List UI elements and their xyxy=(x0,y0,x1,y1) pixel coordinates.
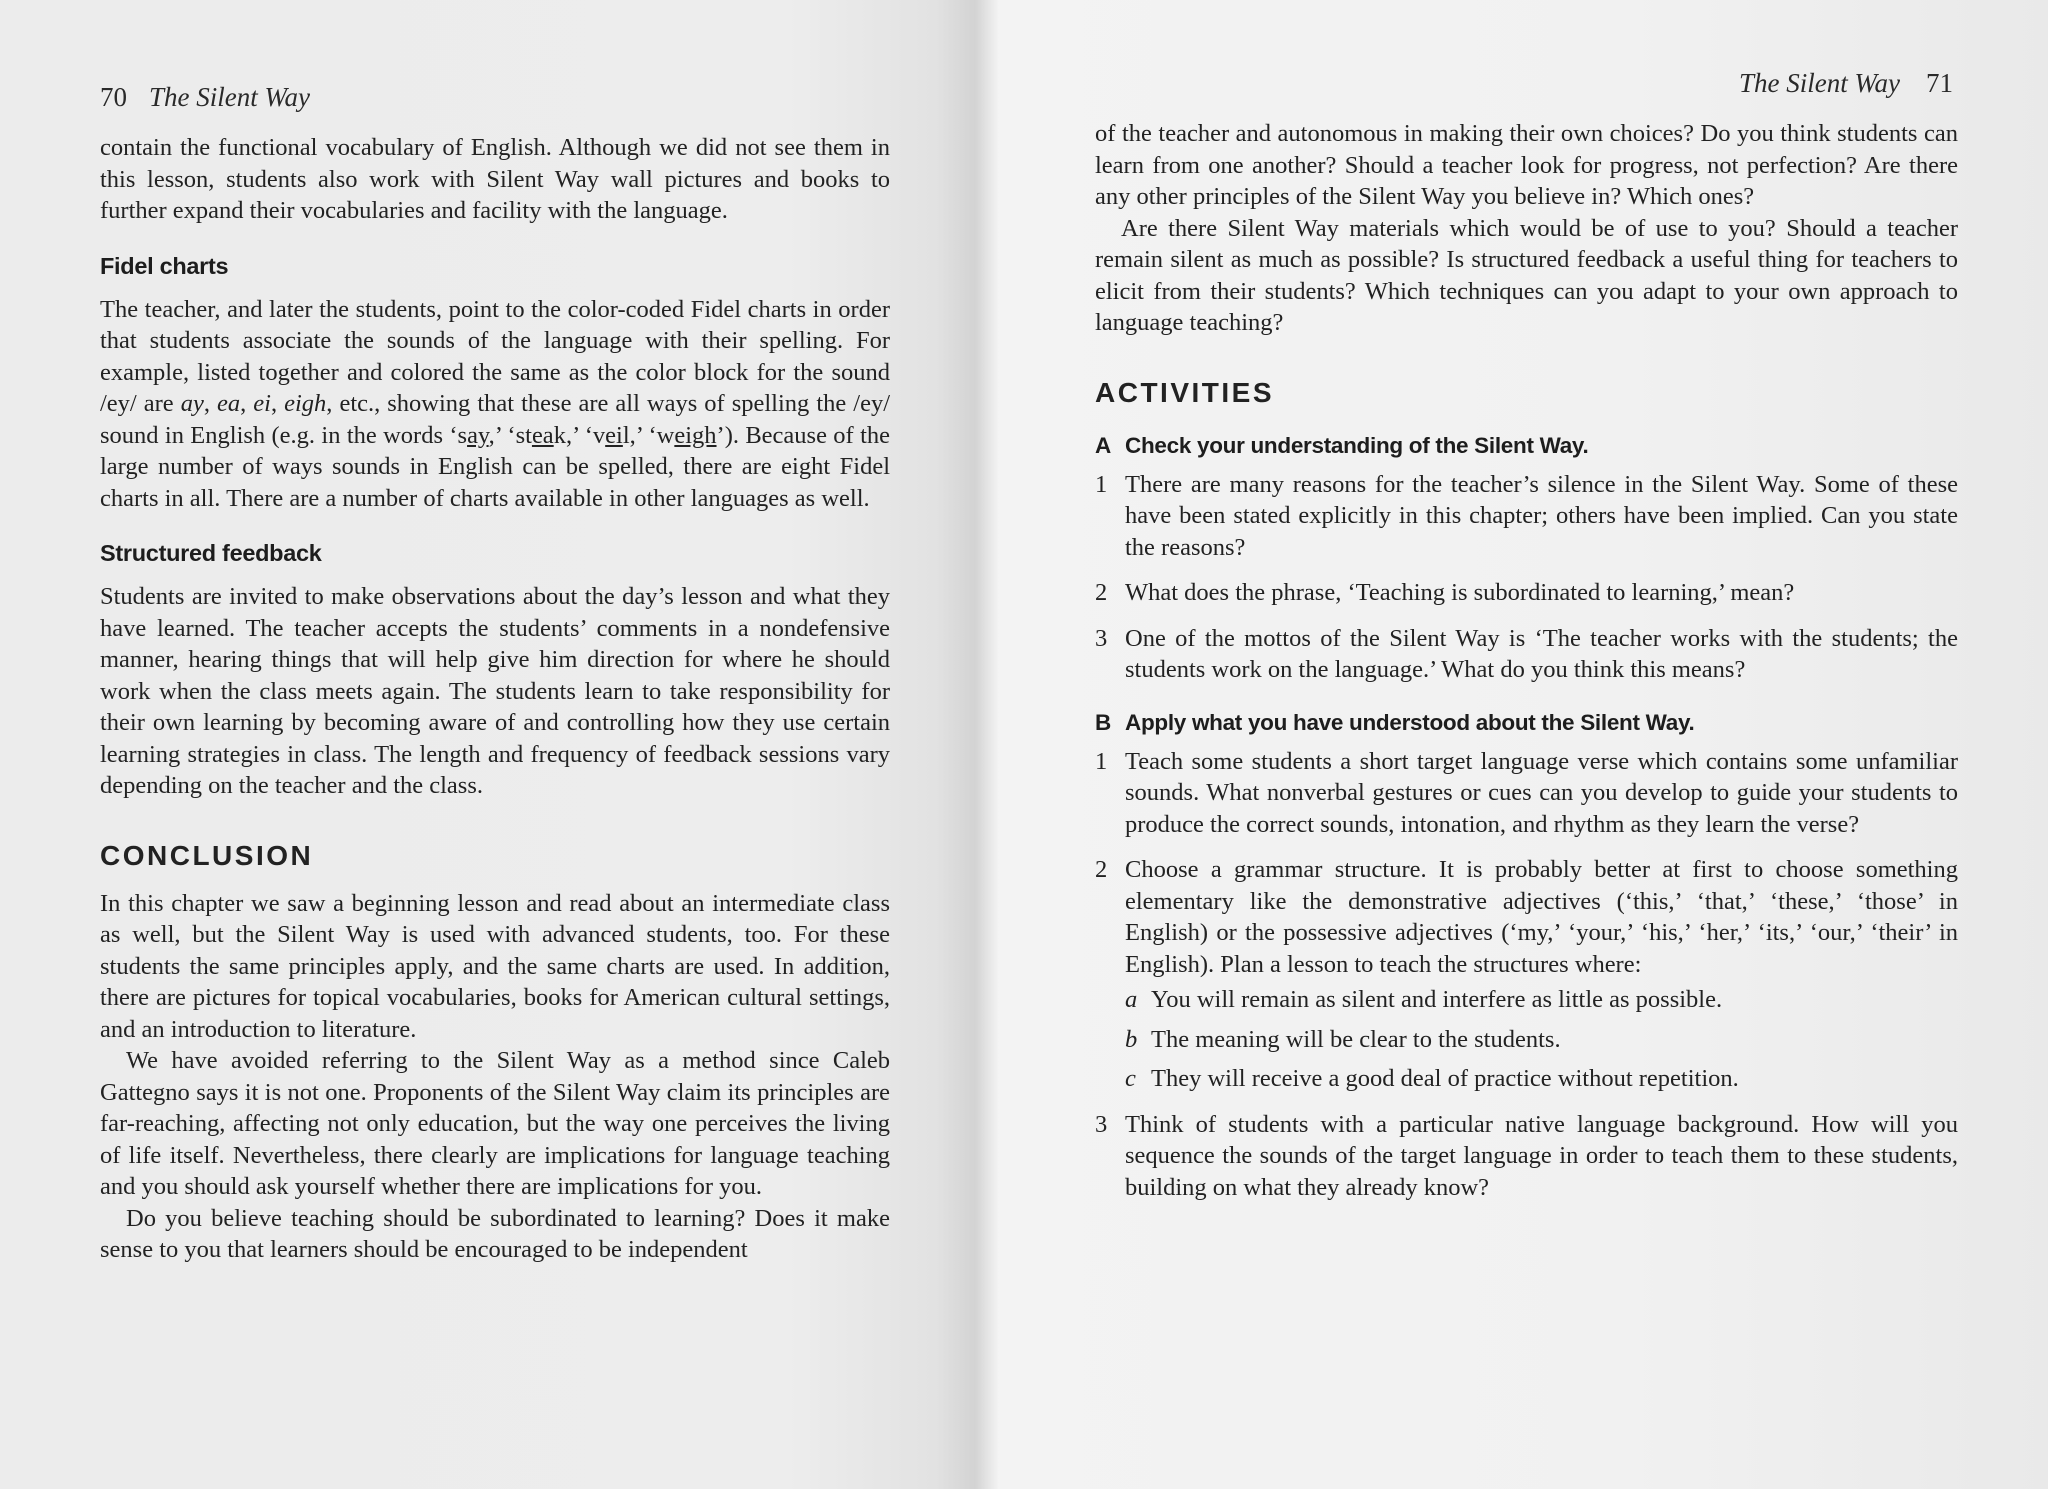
question-b3-number: 3 xyxy=(1095,1110,1108,1138)
question-b1-number: 1 xyxy=(1095,747,1108,775)
structured-feedback-heading: Structured feedback xyxy=(100,540,322,566)
underline-weigh: eigh xyxy=(674,421,717,449)
question-a1-text: There are many reasons for the teacher’s silence in the Silent Way. Some of these have been stated explicitly in this chapter; others have been implied. Can you state the reasons? xyxy=(1125,470,1958,561)
underline-veil: ei xyxy=(605,421,623,449)
question-a2-text: What does the phrase, ‘Teaching is subordinated to learning,’ mean? xyxy=(1125,579,1795,606)
question-a3-text: One of the mottos of the Silent Way is ‘The teacher works with the students; the students work on the language.’ What do you think this means? xyxy=(1125,624,1958,683)
underline-steak: ea xyxy=(531,421,554,449)
question-b2-number: 2 xyxy=(1095,856,1108,883)
question-b2-text: Choose a grammar structure. It is probably better at first to choose something elementary like the demonstrative adjectives (‘this,’ ‘that,’ ‘these,’ ‘those’ in English) or the possessive adjectives (‘my,’ ‘your,’ ‘his,’ ‘her,’ ‘its,’ ‘our,’ ‘their’ in English). Plan a lesson to teach the structures where: xyxy=(1125,856,1958,978)
right-paragraph-2: Are there Silent Way materials which would be of use to you? Should a teacher remain silent as much as possible? Is structured feedback a useful thing for teachers to elicit from their students? Which techniques can you adapt to your own approach to language teaching? xyxy=(1095,214,1958,336)
conclusion-paragraph-1: In this chapter we saw a beginning lesson and read about an intermediate class as well, but the Silent Way is used with advanced students, too. For these students the same principles apply, and the same charts are used. In addition, there are pictures for topical vocabularies, books for American cultural settings, and an introduction to literature. xyxy=(100,889,890,1043)
sub-b-text: The meaning will be clear to the students. xyxy=(1151,1025,1561,1053)
fidel-text-5: l,’ ‘w xyxy=(622,421,675,449)
fidel-text-3: ,’ ‘st xyxy=(488,421,532,449)
section-b-letter: B xyxy=(1095,709,1111,735)
fidel-text-4: k,’ ‘v xyxy=(553,421,606,449)
spelling-ea: ea xyxy=(216,390,241,417)
right-page xyxy=(1000,0,2048,1489)
question-a3 xyxy=(1095,623,1958,686)
left-page-number: 70 xyxy=(100,82,127,112)
section-b-title: Apply what you have understood about the Silent Way. xyxy=(1125,709,1695,735)
sub-c-letter: c xyxy=(1125,1065,1136,1092)
sub-c-text: They will receive a good deal of practice without repetition. xyxy=(1151,1065,1739,1092)
section-a-heading xyxy=(1095,433,1958,459)
question-a2 xyxy=(1095,577,1958,609)
spelling-ay: ay xyxy=(180,390,204,417)
fidel-charts-heading: Fidel charts xyxy=(100,252,229,279)
right-running-title: The Silent Way xyxy=(1739,68,1900,98)
conclusion-heading: CONCLUSION xyxy=(100,839,314,871)
section-a-title: Check your understanding of the Silent Way. xyxy=(1125,432,1589,458)
question-b3-text: Think of students with a particular native language background. How will you sequence the sounds of the target language in order to teach them to these students, building on what they already know? xyxy=(1125,1110,1958,1201)
question-b1 xyxy=(1095,746,1958,841)
right-page-number: 71 xyxy=(1926,68,1953,98)
spelling-eigh: eigh xyxy=(284,390,327,417)
question-b1-text: Teach some students a short target language verse which contains some unfamiliar sounds. What nonverbal gestures or cues can you develop to guide your students to produce the correct sounds, intonation, and rhythm as they learn the verse? xyxy=(1125,747,1958,838)
section-a-letter: A xyxy=(1095,432,1111,458)
spelling-ei: ei xyxy=(253,390,271,417)
conclusion-paragraph-3: Do you believe teaching should be subordinated to learning? Does it make sense to you that learners should be encouraged to be independent xyxy=(100,1204,890,1263)
question-b2-sub-c xyxy=(1125,1063,1958,1095)
question-b2 xyxy=(1095,854,1958,980)
question-a1-number: 1 xyxy=(1095,470,1108,498)
question-a2-number: 2 xyxy=(1095,579,1108,606)
activities-heading: ACTIVITIES xyxy=(1095,376,1275,408)
question-b3 xyxy=(1095,1109,1958,1204)
right-running-head xyxy=(1095,68,1958,118)
left-running-head xyxy=(100,82,890,132)
sub-b-letter: b xyxy=(1125,1025,1138,1053)
question-a1 xyxy=(1095,469,1958,564)
question-a3-number: 3 xyxy=(1095,624,1108,652)
underline-say: ay xyxy=(467,421,489,449)
fidel-text-1: The teacher, and later the students, point to the color-coded Fidel charts in order that students associate the sounds of the language with their spelling. For example, listed together and colored the same as the color block for the sound /ey/ are xyxy=(100,295,890,417)
intro-paragraph: contain the functional vocabulary of English. Although we did not see them in this lesson, students also work with Silent Way wall pictures and books to further expand their vocabularies and facility with the language. xyxy=(100,134,890,224)
sub-a-letter: a xyxy=(1125,986,1138,1013)
conclusion-paragraph-2: We have avoided referring to the Silent Way as a method since Caleb Gattegno says it is not one. Proponents of the Silent Way claim its principles are far-reaching, affecting not only education, but the way one perceives the living of life itself. Nevertheless, there clearly are implications for language teaching and you should ask yourself whether there are implications for you. xyxy=(100,1047,890,1200)
structured-feedback-paragraph: Students are invited to make observations about the day’s lesson and what they have learned. The teacher accepts the students’ comments in a nondefensive manner, hearing things that will help give him direction for where he should work when the class meets again. The students learn to take responsibility for their own learning by becoming aware of and controlling how they use certain learning strategies in class. The length and frequency of feedback sessions vary depending on the teacher and the class. xyxy=(100,583,890,799)
section-b-heading xyxy=(1095,710,1958,736)
fidel-charts-paragraph: The teacher, and later the students, point to the color-coded Fidel charts in order that students associate the sounds of the language with their spelling. For example, listed together and colored the same as the color block for the sound /ey/ are ay, ea, ei, eigh, etc., showing that these are all ways of spelling the /ey/ sound in English (e.g. in the words ‘say,’ ‘steak,’ ‘veil,’ ‘weigh’). Because of the large number of ways sounds in English can be spelled, there are eight Fidel charts in all. There are a number of charts available in other languages as well. xyxy=(100,295,891,512)
sub-a-text: You will remain as silent and interfere as little as possible. xyxy=(1151,986,1723,1013)
question-b2-sub-b xyxy=(1125,1024,1958,1056)
left-running-title: The Silent Way xyxy=(149,82,310,112)
right-paragraph-1: of the teacher and autonomous in making their own choices? Do you think students can learn from one another? Should a teacher look for progress, not perfection? Are there any other principles of the Silent Way you believe in? Which ones? xyxy=(1095,120,1958,210)
question-b2-sub-a xyxy=(1125,984,1958,1016)
fidel-text-2: , etc., showing that these are all ways of spelling the /ey/ sound in English (e.g. in the words ‘s xyxy=(100,390,891,449)
left-page xyxy=(0,0,985,1489)
fidel-text-6: ’). Because of the large number of ways sounds in English can be spelled, there are eight Fidel charts in all. There are a number of charts available in other languages as well. xyxy=(100,421,891,512)
